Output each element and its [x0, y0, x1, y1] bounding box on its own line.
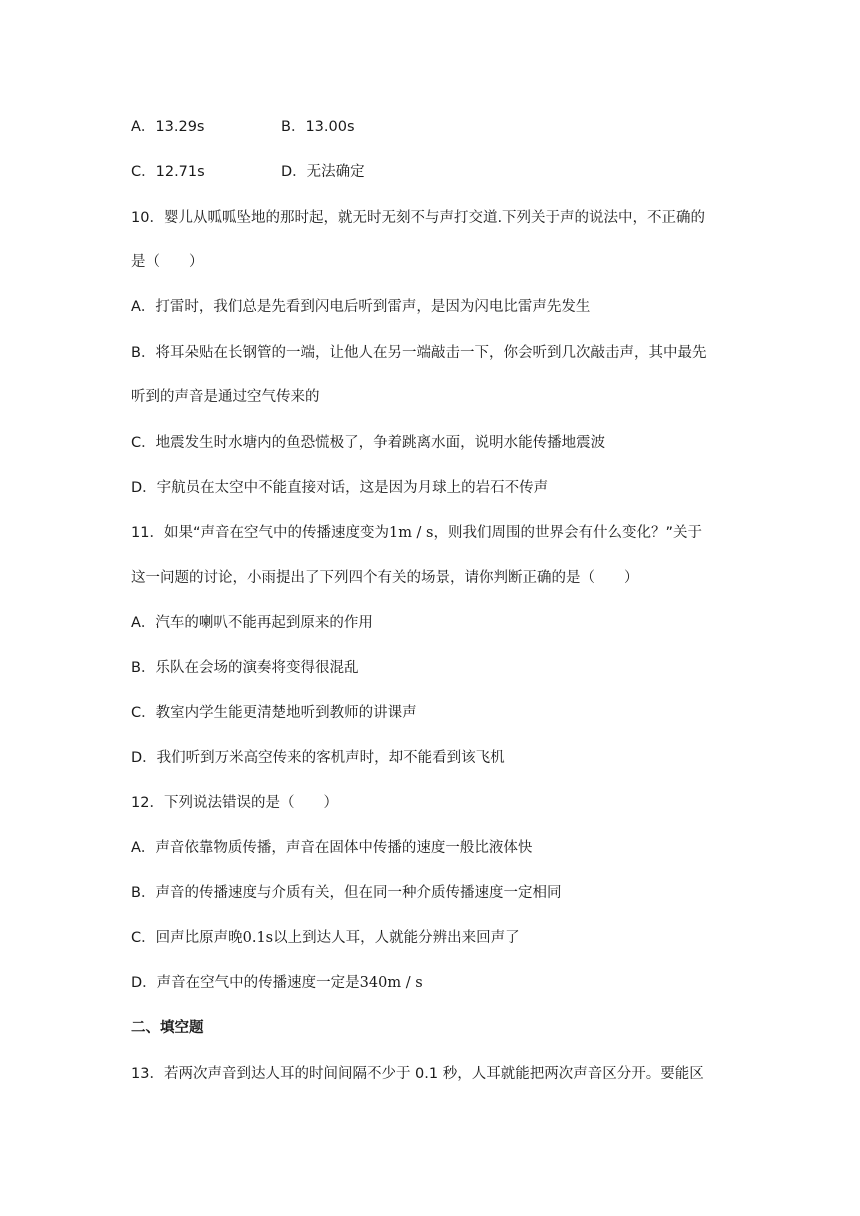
q10-option-c: C．地震发生时水塘内的鱼恐慌极了，争着跳离水面，说明水能传播地震波: [131, 435, 606, 451]
q12-option-c-pre: C．回声比原声晚: [131, 930, 243, 946]
q10-option-d: D．宇航员在太空中不能直接对话，这是因为月球上的岩石不传声: [131, 480, 549, 496]
q13-stem-line-1: 13．若两次声音到达人耳的时间间隔不少于 0.1 秒，人耳就能把两次声音区分开。要能区: [131, 1066, 704, 1082]
q9-option-b: B．13.00s: [281, 119, 355, 135]
q12-option-b: B．声音的传播速度与介质有关，但在同一种介质传播速度一定相同: [131, 885, 562, 901]
q12-option-a: A．声音依靠物质传播，声音在固体中传播的速度一般比液体快: [131, 840, 533, 856]
section-title-fill-in: 二、填空题: [131, 1020, 204, 1036]
q11-stem-line-1: [131, 522, 731, 544]
q9-option-d: D．无法确定: [281, 164, 365, 180]
q12-option-c-post: 以上到达人耳，人就能分辨出来回声了: [273, 930, 520, 946]
q11-stem-text-pre: 11．如果“声音在空气中的传播速度变为: [131, 525, 389, 541]
q11-option-c: C．教室内学生能更清楚地听到教师的讲课声: [131, 705, 417, 721]
q10-option-a: A．打雷时，我们总是先看到闪电后听到雷声，是因为闪电比雷声先发生: [131, 299, 591, 315]
q12-option-d-pre: D．声音在空气中的传播速度一定是: [131, 975, 360, 991]
q12-option-c-formula: 0.1s: [242, 930, 274, 946]
q12-option-c: [131, 927, 731, 949]
q12-option-d-formula: 340m / s: [359, 975, 423, 991]
q9-option-a: A．13.29s: [131, 119, 205, 135]
q11-stem-line-2: 这一问题的讨论，小雨提出了下列四个有关的场景，请你判断正确的是（ ）: [131, 570, 639, 586]
q10-stem-line-1: 10．婴儿从呱呱坠地的那时起，就无时无刻不与声打交道.下列关于声的说法中，不正确的: [131, 210, 706, 226]
q9-options-row-2: [131, 161, 365, 183]
q9-options-row-1: [131, 116, 355, 138]
q11-option-d: D．我们听到万米高空传来的客机声时，却不能看到该飞机: [131, 750, 505, 766]
q11-stem-text-post: ，则我们周围的世界会有什么变化？”关于: [433, 525, 703, 541]
q10-option-b-line-1: B．将耳朵贴在长钢管的一端，让他人在另一端敲击一下，你会听到几次敲击声，其中最先: [131, 345, 707, 361]
q10-option-b-line-2: 听到的声音是通过空气传来的: [131, 389, 320, 405]
q11-option-a: A．汽车的喇叭不能再起到原来的作用: [131, 615, 373, 631]
q10-stem-line-2: 是（ ）: [131, 254, 204, 270]
q11-option-b: B．乐队在会场的演奏将变得很混乱: [131, 660, 359, 676]
q11-speed-formula: 1m / s: [388, 525, 434, 541]
q12-stem: 12．下列说法错误的是（ ）: [131, 795, 338, 811]
q9-option-c: C．12.71s: [131, 164, 205, 180]
q12-option-d: [131, 972, 731, 994]
